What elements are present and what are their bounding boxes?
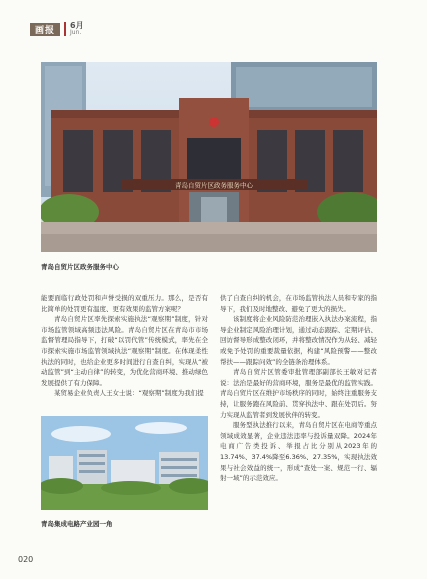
article-left-column: [41, 293, 208, 399]
issue-date: [70, 22, 84, 36]
paragraph: 服务型执法推行以来，青岛自贸片区在电商等重点领域成效显著，企业违法违率与投诉量双降。2024年电商广告类投诉、举报占比分别从2023年的13.74%、37.4%降至6.36%、27.35%，实现执法效果与社会效益的统一，形成“查处一案、规范一行、辐射一域”的示范效应。: [220, 421, 377, 483]
ic-park-illustration: [41, 416, 208, 510]
service-center-illustration: [41, 62, 377, 252]
caption-service-center: 青岛自贸片区政务服务中心: [41, 263, 119, 271]
paragraph: 青岛自贸片区管委审批管理部副部长王敏对记者说：法治是最好的营商环境，服务是最优的监管实践。青岛自贸片区在维护市场秩序的同时，始终注重服务支持，让服务跑在风险前、贯穿执法中、跟在处罚后。努力实现从监管者到发展伙伴的转变。: [220, 368, 377, 419]
caption-ic-park: 青岛集成电路产业园一角: [41, 520, 113, 528]
paragraph: 供了自查自纠的机会，在市场监管执法人员和专家的指导下，我们及时地整改、避免了更大的损失。: [220, 294, 377, 313]
article-right-column: [220, 293, 377, 484]
paragraph: 该制度将企业风险防范治理嵌入执法办案流程，指导企业制定风险治理计划，通过动态跟踪、定期评估、回访督导形成整改闭环，并将整改情况作为从轻、减轻或免予处罚的重要裁量依据，构建“风险预警——整改帮扶——跟踪问效”的全链条治理体系。: [220, 315, 377, 366]
photo-service-center: [41, 62, 377, 252]
issue-month-en: Jun.: [70, 29, 82, 36]
paragraph: 能要面临行政处罚和声誉受损的双重压力。那么，是否有比简单的处罚更有温度、更有效果的监管方案呢？: [41, 294, 208, 313]
magazine-logo: 画报: [30, 23, 60, 36]
photo-ic-park: [41, 416, 208, 510]
header-divider: [64, 22, 66, 36]
building-sign: 青岛自贸片区政务服务中心: [175, 181, 253, 190]
magazine-header: [30, 22, 84, 36]
paragraph: 青岛自贸片区率先探索实施执法“观察期”制度，针对市场监管领域高频违法风险。青岛自贸片区在青岛市市场监督管理局指导下，打破“以罚代管”传统模式，率先在全市探索实施市场监管领域执法“观察期”制度。在体现柔性执法的同时，也给企业更多时间进行自查自纠，实现从“被动监管”到“主动自律”的转变，为优化营商环境、推动绿色发展提供了有力保障。: [41, 315, 208, 387]
paragraph: 某贸易企业负责人王女士说：“观察期”制度为我们提: [54, 389, 204, 398]
page-number: 020: [18, 555, 34, 564]
issue-month: 6月: [70, 21, 84, 30]
